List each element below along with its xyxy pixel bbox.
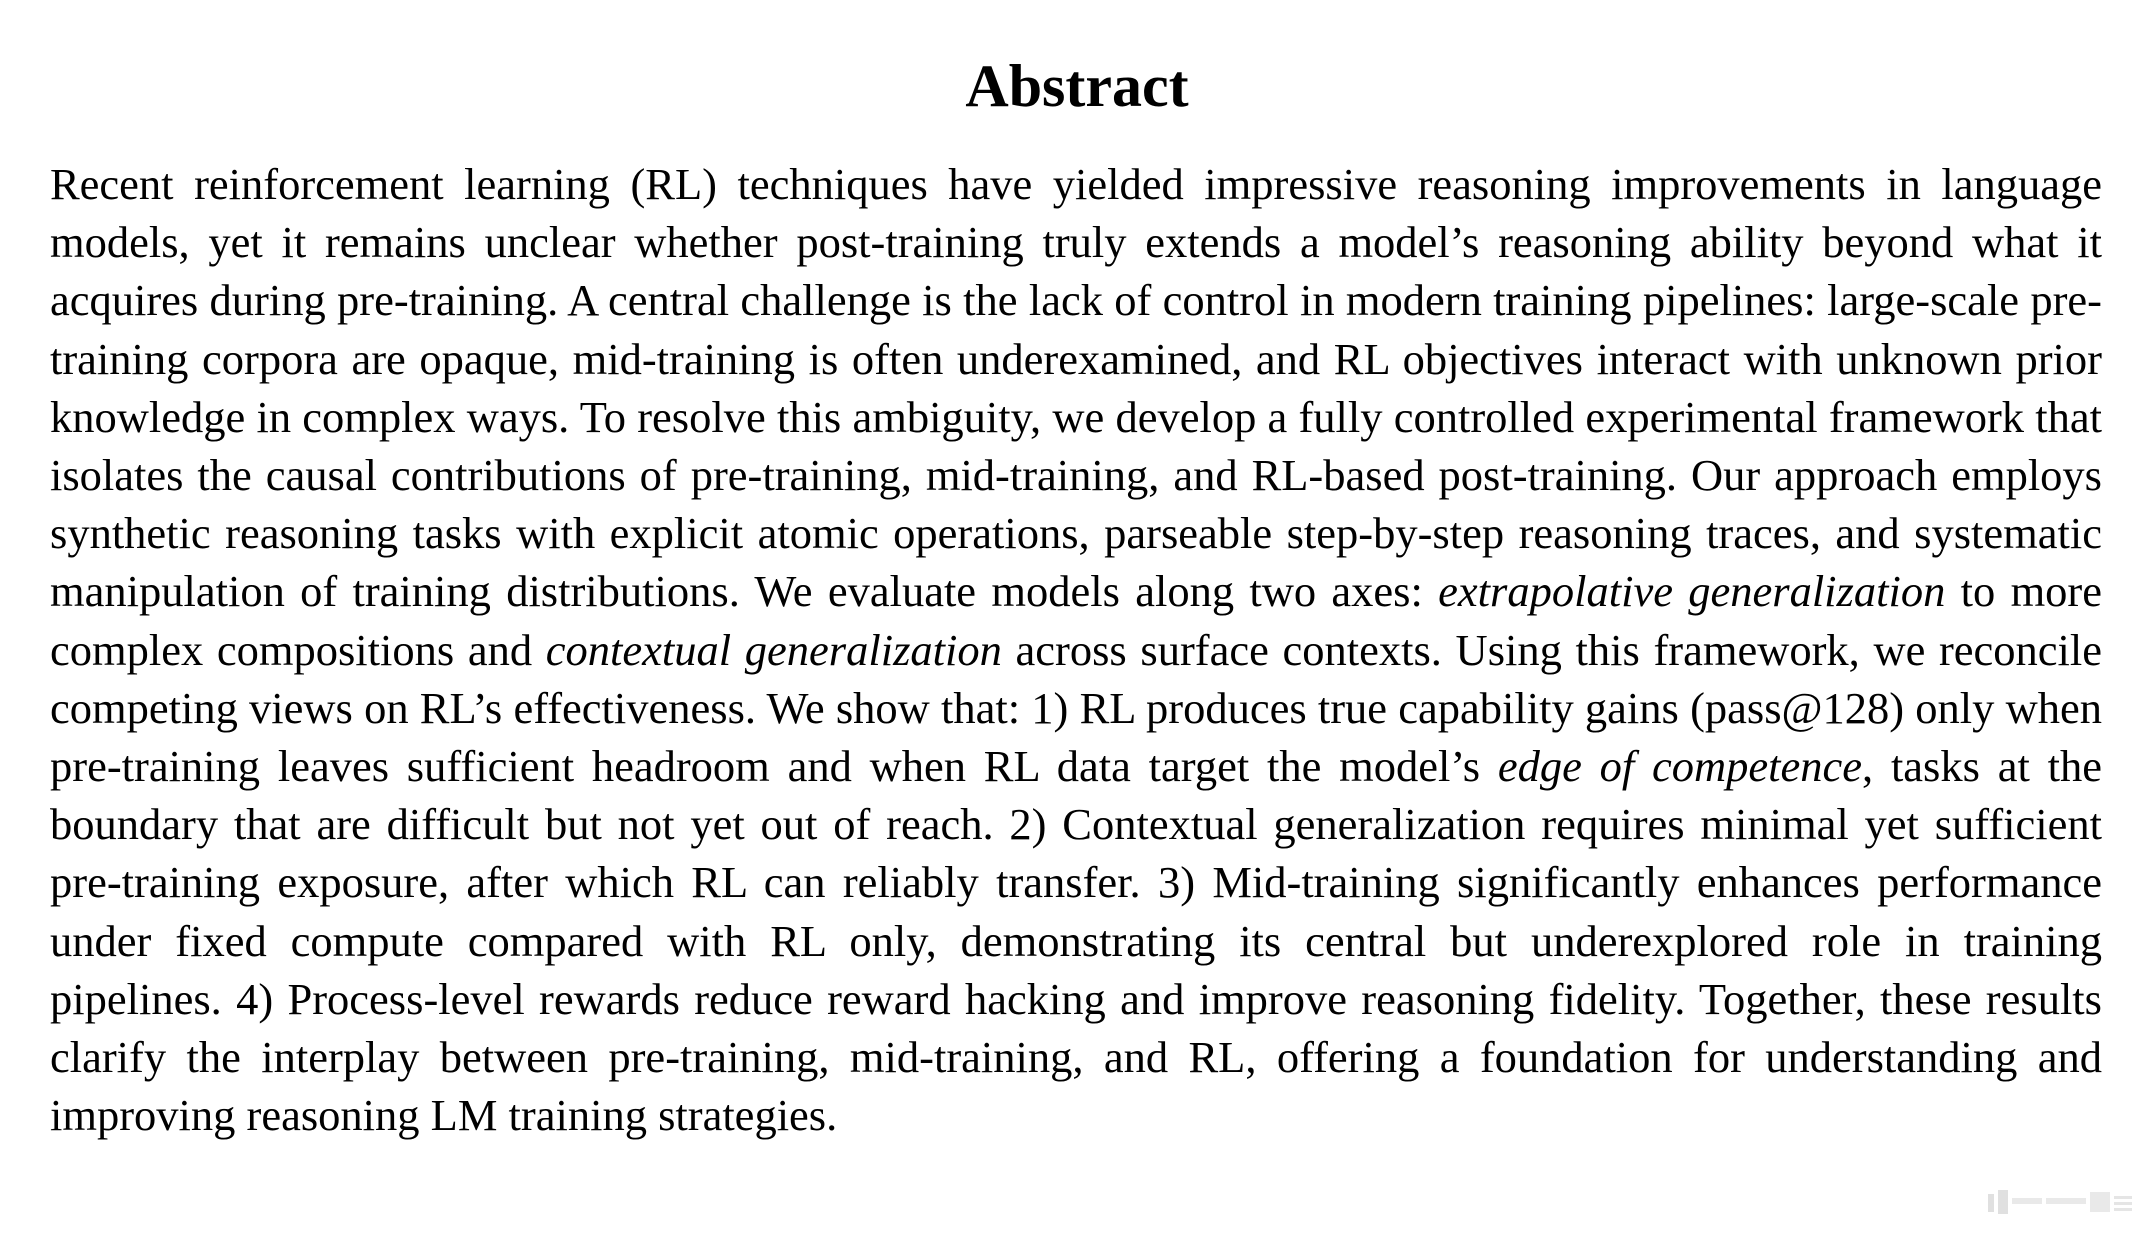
abstract-text-4: , tasks at the boundary that are difficult but not yet out of reach. 2) Contextual generalization requires minimal yet sufficient pre-training exposure, after which RL can reliably transfer. 3) Mid-training significantly enhances performance under fixed compute compared with RL only, demonstrating its central but underexplored role in training pipelines. 4) Process-level rewards reduce reward hacking and improve reasoning fidelity. Together, these results clarify the interplay between pre-training, mid-training, and RL, offering a foundation for understanding and improving reasoning LM training strategies. [50, 741, 2102, 1141]
abstract-text-3: across surface contexts. Using this framework, we reconcile competing views on RL’s effectiveness. We show that: 1) RL produces true capability gains (pass@128) only when pre-training leaves sufficient headroom and when RL data target the model’s [50, 624, 2103, 792]
abstract-italic-extrapolative: extrapolative generalization [1438, 566, 1946, 617]
abstract-italic-contextual: contextual generalization [545, 624, 1002, 675]
abstract-heading: Abstract [965, 53, 1189, 119]
abstract-text-2: to more complex compositions and [50, 566, 2103, 675]
watermark-icon [1986, 1188, 2136, 1216]
abstract-italic-edge: edge of competence [1497, 741, 1863, 792]
abstract-text-1: Recent reinforcement learning (RL) techniques have yielded impressive reasoning improvements in language models, yet it remains unclear whether post-training truly extends a model’s reasoning ability beyond what it acquires during pre-training. A central challenge is the lack of control in modern training pipelines: large-scale pre-training corpora are opaque, mid-training is often underexamined, and RL objectives interact with unknown prior knowledge in complex ways. To resolve this ambiguity, we develop a fully controlled experimental framework that isolates the causal contributions of pre-training, mid-training, and RL-based post-training. Our approach employs synthetic reasoning tasks with explicit atomic operations, parseable step-by-step reasoning traces, and systematic manipulation of training distributions. We evaluate models along two axes: [50, 159, 2102, 617]
abstract-paragraph [50, 155, 2102, 1144]
